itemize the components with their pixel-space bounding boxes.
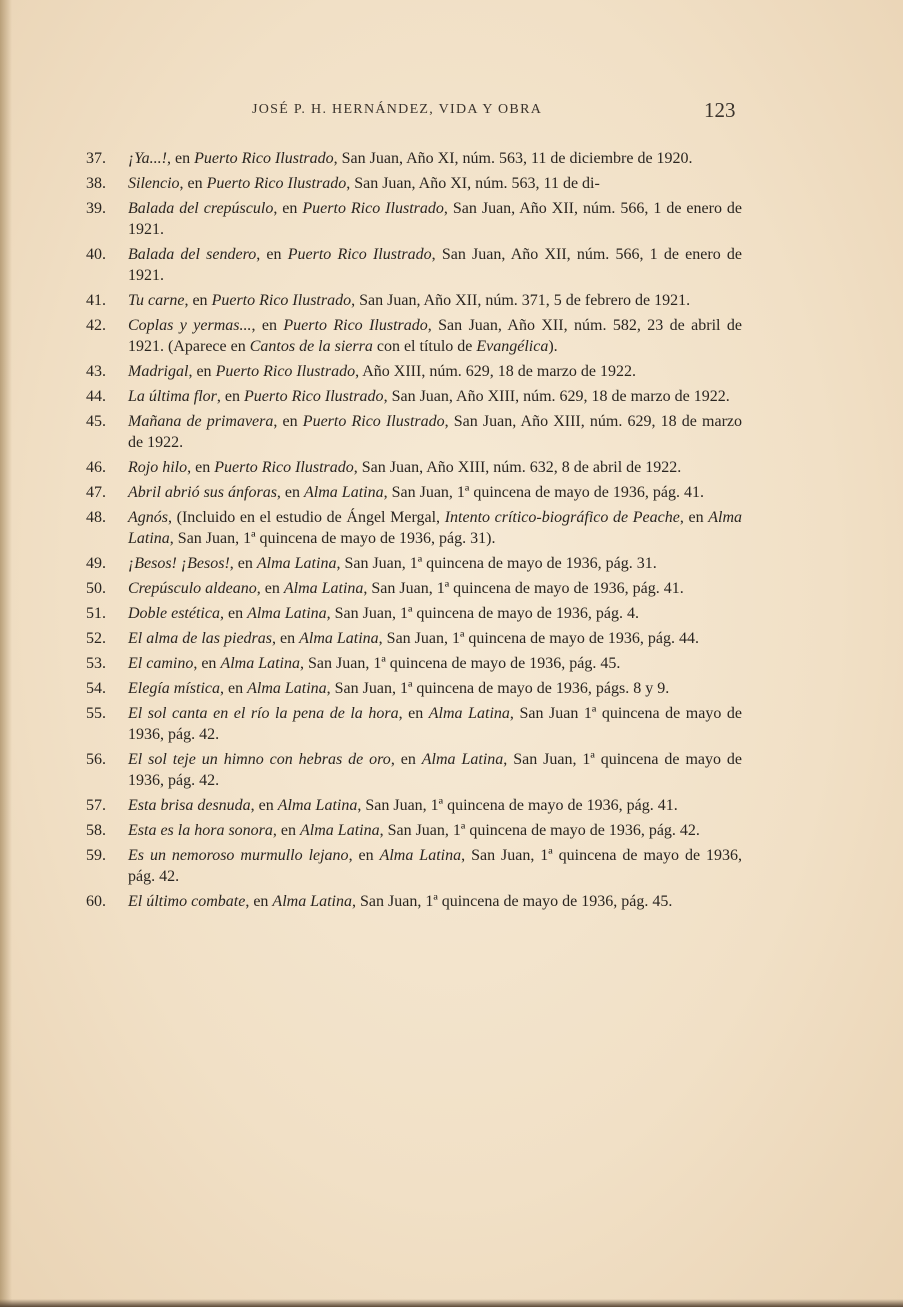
entry-number: 49.	[86, 555, 106, 572]
bibliography-entry	[86, 891, 742, 912]
entry-number: 48.	[86, 509, 106, 526]
bibliography-entry	[86, 290, 742, 311]
entry-citation-text: , San Juan, Año XII, núm. 371, 5 de febrero de 1921.	[351, 292, 691, 309]
entry-title-italic: El sol teje un himno con hebras de oro	[128, 751, 391, 768]
entry-title-italic: El último combate	[128, 893, 246, 910]
entry-number: 60.	[86, 893, 106, 910]
entry-title-italic: Puerto Rico Ilustrado	[302, 413, 445, 430]
entry-citation-text: , en	[216, 388, 245, 405]
entry-title-italic: Balada del sendero	[128, 246, 257, 263]
entry-title-italic: Es un nemoroso murmullo lejano	[128, 847, 349, 864]
entry-title-italic: ¡Besos! ¡Besos!	[128, 555, 230, 572]
entry-title-italic: Puerto Rico Ilustrado	[211, 292, 352, 309]
entry-citation-text: , en	[273, 413, 303, 430]
entry-title-italic: Alma Latina	[272, 893, 352, 910]
entry-title-italic: Balada del crepúsculo	[128, 200, 274, 217]
entry-citation-text: , San Juan, Año XII, núm. 566, 1 de enero de 1921.	[128, 246, 742, 284]
entry-title-italic: Puerto Rico Ilustrado	[206, 175, 347, 192]
entry-number: 57.	[86, 797, 106, 814]
entry-citation-text: , en	[272, 630, 300, 647]
entry-citation-text: , San Juan, Año XIII, núm. 632, 8 de abril de 1922.	[353, 459, 682, 476]
bibliography-entry	[86, 411, 742, 453]
entry-citation-text: con el título de	[372, 338, 477, 355]
entry-title-italic: Alma Latina	[220, 655, 300, 672]
entry-text	[128, 603, 742, 624]
entry-text	[128, 891, 742, 912]
entry-title-italic: Intento crítico-biográfico de Peache	[444, 509, 680, 526]
entry-title-italic: Alma Latina	[300, 822, 380, 839]
entry-title-italic: Puerto Rico Ilustrado	[287, 246, 432, 263]
entry-text	[128, 244, 742, 286]
bibliography-entry	[86, 703, 742, 745]
entry-citation-text: , San Juan, 1ª quincena de mayo de 1936, pág. 42.	[379, 822, 700, 839]
entry-citation-text: , Año XIII, núm. 629, 18 de marzo de 1922.	[355, 363, 636, 380]
entry-title-italic: Abril abrió sus ánforas	[128, 484, 277, 501]
entry-citation-text: , San Juan, Año XIII, núm. 629, 18 de marzo de 1922.	[128, 413, 743, 451]
bibliography-entry	[86, 603, 742, 624]
entry-text	[128, 198, 742, 240]
entry-number: 44.	[86, 388, 106, 405]
entry-citation-text: , San Juan, Año XI, núm. 563, 11 de di-	[346, 175, 600, 192]
bibliography-entry	[86, 845, 742, 887]
entry-citation-text: , San Juan, 1ª quincena de mayo de 1936, pág. 42.	[128, 847, 743, 885]
entry-citation-text: , en	[273, 200, 303, 217]
entry-title-italic: Alma Latina	[247, 680, 327, 697]
entry-number: 42.	[86, 317, 106, 334]
entry-number: 51.	[86, 605, 106, 622]
entry-citation-text: , San Juan, 1ª quincena de mayo de 1936, pág. 31.	[336, 555, 657, 572]
entry-title-italic: Puerto Rico Ilustrado	[302, 200, 444, 217]
entry-citation-text: , en	[179, 175, 207, 192]
entry-title-italic: Madrigal	[128, 363, 189, 380]
entry-title-italic: Alma Latina	[379, 847, 462, 864]
entry-citation-text: , en	[272, 822, 301, 839]
entry-number: 52.	[86, 630, 106, 647]
entry-number: 53.	[86, 655, 106, 672]
entry-title-italic: Rojo hilo	[128, 459, 188, 476]
entry-title-italic: Alma Latina	[256, 555, 337, 572]
entry-text	[128, 795, 742, 816]
entry-text	[128, 653, 742, 674]
entry-number: 59.	[86, 847, 106, 864]
bibliography-entry	[86, 653, 742, 674]
page-edge-shadow	[0, 0, 12, 1307]
entry-title-italic: Puerto Rico Ilustrado	[214, 459, 354, 476]
page-header	[0, 98, 903, 128]
entry-text	[128, 386, 742, 407]
entry-title-italic: Puerto Rico Ilustrado	[244, 388, 384, 405]
entry-number: 40.	[86, 246, 106, 263]
entry-citation-text: , en	[187, 459, 215, 476]
entry-text	[128, 578, 742, 599]
entry-text	[128, 553, 742, 574]
entry-title-italic: Alma Latina	[428, 705, 510, 722]
entry-citation-text: , San Juan, 1ª quincena de mayo de 1936, pág. 44.	[378, 630, 700, 647]
page-bottom-shadow	[0, 1299, 903, 1307]
entry-citation-text: , San Juan, 1ª quincena de mayo de 1936, pág. 4.	[326, 605, 639, 622]
entry-citation-text: , en	[166, 150, 195, 167]
bibliography-entry	[86, 315, 742, 357]
bibliography-entry	[86, 173, 742, 194]
entry-citation-text: , San Juan, 1ª quincena de mayo de 1936, pág. 45.	[300, 655, 621, 672]
entry-citation-text: , San Juan, 1ª quincena de mayo de 1936, pág. 41.	[383, 484, 704, 501]
entry-title-italic: Alma Latina	[247, 605, 327, 622]
entry-number: 43.	[86, 363, 106, 380]
bibliography-entry	[86, 820, 742, 841]
entry-text	[128, 457, 742, 478]
bibliography-entry	[86, 795, 742, 816]
entry-title-italic: Alma Latina	[277, 797, 358, 814]
entry-citation-text: , en	[276, 484, 305, 501]
entry-number: 38.	[86, 175, 106, 192]
entry-title-italic: Crepúsculo aldeano	[128, 580, 257, 597]
entry-citation-text: , San Juan, 1ª quincena de mayo de 1936, pág. 41.	[357, 797, 678, 814]
entry-title-italic: Esta es la hora sonora	[128, 822, 273, 839]
entry-title-italic: Esta brisa desnuda	[128, 797, 251, 814]
entry-text	[128, 148, 742, 169]
entry-number: 39.	[86, 200, 106, 217]
entry-title-italic: Alma Latina	[299, 630, 379, 647]
entry-citation-text: , San Juan, 1ª quincena de mayo de 1936, pág. 42.	[128, 751, 743, 789]
bibliography-entry	[86, 361, 742, 382]
bibliography-entry	[86, 749, 742, 791]
entry-title-italic: ¡Ya...!	[128, 150, 167, 167]
entry-text	[128, 315, 742, 357]
bibliography-entry	[86, 482, 742, 503]
entry-text	[128, 411, 742, 453]
entry-number: 41.	[86, 292, 106, 309]
bibliography-entry	[86, 148, 742, 169]
entry-text	[128, 820, 742, 841]
entry-citation-text: , San Juan, Año XII, núm. 582, 23 de abril de 1921. (Aparece en	[128, 317, 742, 355]
entry-title-italic: Doble estética	[128, 605, 220, 622]
bibliography-entry	[86, 198, 742, 240]
entry-title-italic: Alma Latina	[128, 509, 742, 547]
entry-title-italic: Alma Latina	[304, 484, 384, 501]
entry-text	[128, 507, 742, 549]
entry-citation-text: , en	[251, 317, 284, 334]
bibliography-entry	[86, 386, 742, 407]
entry-citation-text: , en	[256, 580, 284, 597]
entry-text	[128, 361, 742, 382]
entry-number: 45.	[86, 413, 106, 430]
entry-citation-text: , San Juan, 1ª quincena de mayo de 1936, pág. 31).	[169, 530, 496, 547]
entry-title-italic: Puerto Rico Ilustrado	[283, 317, 428, 334]
entry-title-italic: Alma Latina	[421, 751, 504, 768]
entry-number: 56.	[86, 751, 106, 768]
entry-citation-text: , en	[219, 605, 248, 622]
entry-title-italic: Tu carne	[128, 292, 185, 309]
entry-text	[128, 482, 742, 503]
entry-citation-text: , en	[184, 292, 212, 309]
bibliography-entry	[86, 507, 742, 549]
entry-citation-text: , en	[193, 655, 221, 672]
entry-citation-text: , en	[219, 680, 248, 697]
entry-number: 50.	[86, 580, 106, 597]
entry-citation-text: , en	[229, 555, 257, 572]
entry-title-italic: La última flor	[128, 388, 217, 405]
entry-text	[128, 749, 742, 791]
entry-citation-text: , en	[250, 797, 278, 814]
entry-title-italic: El sol canta en el río la pena de la hora	[128, 705, 399, 722]
entry-citation-text: , San Juan, Año XI, núm. 563, 11 de diciembre de 1920.	[333, 150, 693, 167]
page-number: 123	[704, 98, 736, 122]
entry-text	[128, 290, 742, 311]
entry-text	[128, 703, 742, 745]
entry-citation-text: , San Juan 1ª quincena de mayo de 1936, pág. 42.	[128, 705, 742, 743]
entry-title-italic: Alma Latina	[283, 580, 364, 597]
entry-number: 54.	[86, 680, 106, 697]
entry-text	[128, 628, 742, 649]
bibliography-entry	[86, 553, 742, 574]
bibliography-entry	[86, 628, 742, 649]
bibliography-entry	[86, 457, 742, 478]
bibliography-entry	[86, 578, 742, 599]
entry-citation-text: , en	[245, 893, 273, 910]
entry-title-italic: Puerto Rico Ilustrado	[215, 363, 356, 380]
entry-citation-text: , en	[188, 363, 216, 380]
entry-number: 58.	[86, 822, 106, 839]
entry-citation-text: , San Juan, 1ª quincena de mayo de 1936, pág. 45.	[351, 893, 673, 910]
entry-number: 46.	[86, 459, 106, 476]
bibliography-list	[86, 148, 742, 916]
entry-title-italic: Mañana de primavera	[128, 413, 274, 430]
entry-title-italic: Cantos de la sierra	[249, 338, 373, 355]
entry-citation-text: , San Juan, 1ª quincena de mayo de 1936, pág. 41.	[363, 580, 684, 597]
entry-citation-text: , en	[348, 847, 380, 864]
bibliography-entry	[86, 244, 742, 286]
entry-citation-text: , en	[256, 246, 288, 263]
entry-number: 37.	[86, 150, 106, 167]
entry-citation-text: , en	[390, 751, 422, 768]
running-title: JOSÉ P. H. HERNÁNDEZ, VIDA Y OBRA	[252, 102, 543, 117]
entry-text	[128, 173, 742, 194]
entry-title-italic: Elegía mística	[128, 680, 220, 697]
entry-title-italic: Coplas y yermas...	[128, 317, 252, 334]
entry-citation-text: , en	[679, 509, 709, 526]
entry-number: 55.	[86, 705, 106, 722]
entry-title-italic: Evangélica	[476, 338, 549, 355]
entry-citation-text: , San Juan, Año XIII, núm. 629, 18 de marzo de 1922.	[383, 388, 730, 405]
entry-title-italic: Agnós	[128, 509, 168, 526]
entry-text	[128, 845, 742, 887]
entry-citation-text: , (Incluido en el estudio de Ángel Mergal,	[168, 509, 445, 526]
entry-text	[128, 678, 742, 699]
entry-number: 47.	[86, 484, 106, 501]
entry-title-italic: El camino	[128, 655, 194, 672]
bibliography-entry	[86, 678, 742, 699]
entry-citation-text: , San Juan, Año XII, núm. 566, 1 de enero de 1921.	[128, 200, 743, 238]
entry-title-italic: Puerto Rico Ilustrado	[194, 150, 334, 167]
entry-title-italic: Silencio	[128, 175, 180, 192]
entry-citation-text: , en	[398, 705, 429, 722]
entry-citation-text: , San Juan, 1ª quincena de mayo de 1936, págs. 8 y 9.	[326, 680, 670, 697]
entry-title-italic: El alma de las piedras	[128, 630, 272, 647]
entry-citation-text: ).	[548, 338, 558, 355]
